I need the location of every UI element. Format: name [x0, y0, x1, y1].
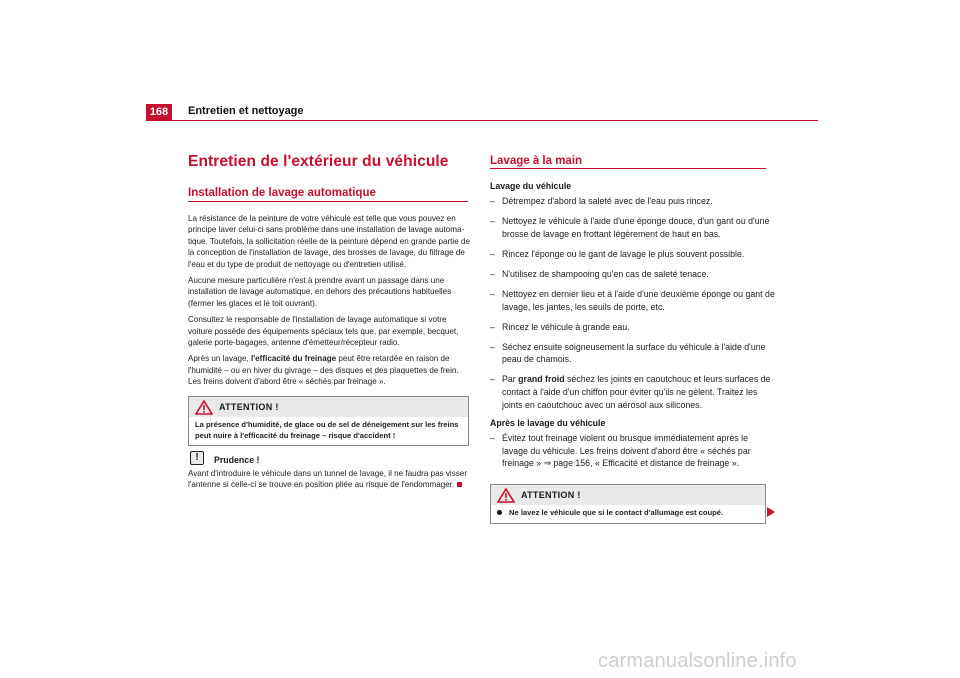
dash-icon: –: [490, 248, 495, 259]
watermark: carmanualsonline.info: [598, 650, 797, 672]
list-item: [490, 432, 775, 470]
list-item-text: Détrempez d'abord la saleté avec de l'eau puis rincez.: [502, 196, 713, 206]
paragraph-text: Après un lavage,: [188, 354, 251, 364]
washing-steps-list: [490, 195, 775, 419]
list-item-text: Rincez le véhicule à grande eau.: [502, 321, 630, 332]
dash-icon: –: [490, 374, 495, 385]
attention-header: [189, 397, 468, 417]
dash-icon: –: [490, 433, 495, 443]
warning-triangle-icon: [195, 400, 213, 415]
warning-triangle-icon: [497, 488, 515, 503]
dash-icon: –: [490, 341, 495, 352]
attention-body: [491, 505, 765, 523]
after-wash-list: [490, 432, 775, 477]
list-item: [490, 195, 775, 208]
list-item-text: Séchez ensuite soigneusement la surface du véhicule à l'aide d'une peau de chamois.: [502, 341, 766, 365]
bullet-icon: [497, 510, 502, 515]
list-item-text: Rincez l'éponge ou le gant de lavage le plus souvent possible.: [502, 248, 745, 259]
dash-icon: –: [490, 321, 495, 332]
attention-label: ATTENTION !: [219, 402, 279, 412]
list-item: [490, 288, 775, 313]
end-of-section-icon: [457, 482, 462, 487]
dash-icon: –: [490, 216, 495, 227]
list-item-text: N'utilisez de shampooing qu'en cas de saleté tenace.: [502, 268, 709, 279]
paragraph: Consultez le responsable de l'installation de lavage automatique si votre voiture possède des équipements spéciaux tels que, par exemple, becquet, galerie porte-bagages, antenne d'émetteur/récepteur radio.: [188, 315, 459, 348]
attention-box: [490, 484, 766, 524]
section-rule: [188, 201, 468, 202]
list-item: [490, 373, 775, 411]
header-rule: [146, 120, 818, 121]
attention-text: Ne lavez le véhicule que si le contact d'allumage est coupé.: [509, 508, 724, 517]
list-item-text: Par: [502, 374, 519, 385]
attention-text: La présence d'humidité, de glace ou de sel de déneigement sur les freins peut nuire à l'efficacité du freinage – risque d'accident !: [195, 420, 459, 440]
paragraph-text: peut être retardée en raison de l'humidité – ou en hiver du givrage – des disques et des plaquettes de frein. Les freins doivent d'abord être « séchés par freinage ».: [188, 354, 459, 387]
dash-icon: –: [490, 288, 495, 299]
list-item-text: Évitez tout freinage violent ou brusque immédiatement après le lavage du véhicule. Les freins doivent d'abord être « séchés par freinage » ⇒ page 156, « Efficacité et distance de freinage ».: [502, 433, 751, 469]
list-item: [490, 215, 775, 240]
next-page-arrow-icon: [767, 507, 775, 517]
list-item: [490, 321, 775, 334]
list-item-text: Nettoyez en dernier lieu et à l'aide d'une deuxième éponge ou gant de lavage, les jantes, les seuils de porte, etc.: [502, 288, 775, 312]
prudence-icon: !: [190, 451, 204, 465]
list-item: [490, 268, 775, 281]
list-item-text: Nettoyez le véhicule à l'aide d'une éponge douce, d'un gant ou d'une brosse de lavage en frottant légèrement de haut en bas.: [502, 216, 770, 239]
page-number: 168: [146, 104, 172, 120]
attention-box: [188, 396, 469, 446]
dash-icon: –: [490, 268, 495, 279]
prudence-title: Prudence !: [214, 455, 260, 465]
prudence-text: [188, 468, 473, 491]
list-item: [490, 248, 775, 261]
left-body-text: [188, 213, 470, 393]
attention-header: [491, 485, 765, 505]
list-item: [490, 341, 775, 366]
section-title-automatic-wash: Installation de lavage automatique: [188, 187, 376, 199]
subheading-after-wash: Après le lavage du véhicule: [490, 418, 606, 428]
emphasis-text: l'efficacité du freinage: [251, 354, 337, 364]
section-rule: [490, 168, 766, 169]
emphasis-text: grand froid: [518, 374, 565, 385]
prudence-body: Avant d'introduire le véhicule dans un tunnel de lavage, il ne faudra pas visser l'antenne si celle-ci se trouve en position pliée au risque de l'endommager.: [188, 469, 468, 490]
paragraph: La résistance de la peinture de votre véhicule est telle que vous pouvez en principe laver celui-ci sans problème dans une installation de lavage automa-tique. Toutefois, la sollicitation réelle de la peinture dépend en grande partie de la conception de l'installation de lavage, des brosses de lavage, du filtrage de l'eau et du type de produit de nettoyage ou d'entretien utilisé.: [188, 214, 470, 269]
main-title: Entretien de l'extérieur du véhicule: [188, 153, 449, 170]
paragraph: Aucune mesure particulière n'est à prendre avant un passage dans une installation de lavage automatique, en dehors des précautions habituelles (fermer les glaces et le toit ouvrant).: [188, 276, 452, 308]
dash-icon: –: [490, 196, 495, 206]
running-title: Entretien et nettoyage: [188, 105, 304, 117]
paragraph: [188, 353, 470, 387]
attention-label: ATTENTION !: [521, 490, 581, 500]
subheading-washing: Lavage du véhicule: [490, 181, 572, 191]
list-item-text: séchez les joints en caoutchouc et leurs surfaces de contact à l'aide d'un chiffon pour éviter qu'ils ne gèlent. Traitez les joints en caoutchouc avec un aérosol aux silicones.: [502, 374, 771, 410]
section-title-hand-wash: Lavage à la main: [490, 155, 583, 167]
